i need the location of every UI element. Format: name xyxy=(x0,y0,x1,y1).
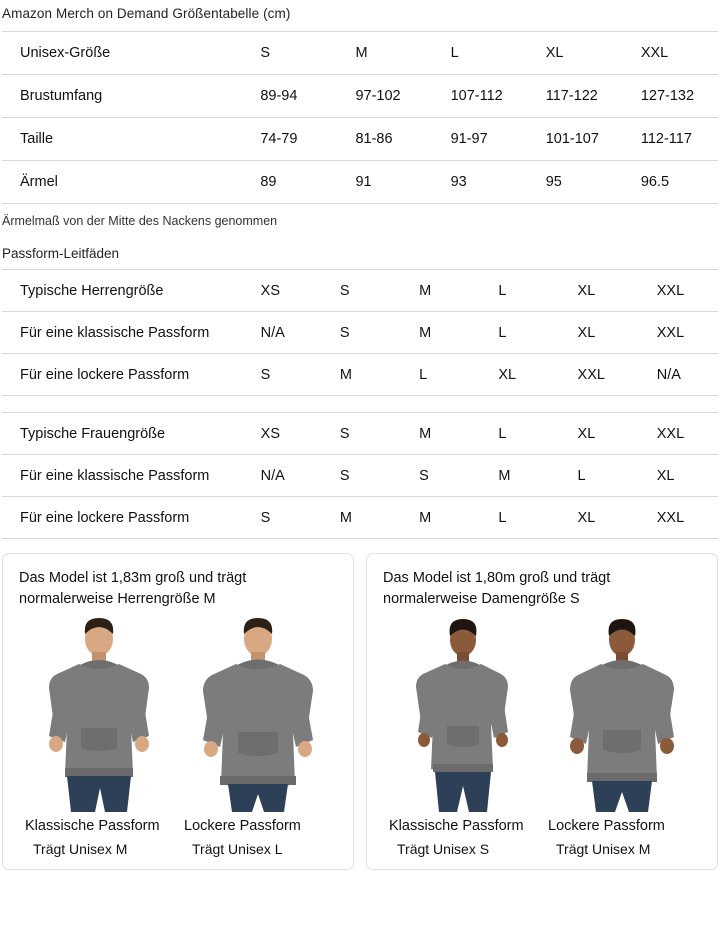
female-relaxed-caption xyxy=(542,812,701,857)
cell: L xyxy=(480,413,559,455)
table-row xyxy=(2,312,718,354)
male-model-description: Das Model ist 1,83m groß und trägt normalerweise Herrengröße M xyxy=(19,570,247,607)
cell: 74-79 xyxy=(242,118,337,161)
row-label: Taille xyxy=(2,118,242,161)
cell: N/A xyxy=(243,312,322,354)
female-model-card xyxy=(366,553,718,870)
row-label: Für eine lockere Passform xyxy=(2,497,243,539)
cell: XXL xyxy=(623,32,718,75)
female-figure-captions xyxy=(383,812,701,857)
cell: L xyxy=(480,497,559,539)
cell: N/A xyxy=(639,354,718,396)
row-label: Typische Frauengröße xyxy=(2,413,243,455)
cell: XL xyxy=(560,413,639,455)
row-label: Ärmel xyxy=(2,161,242,204)
cell: S xyxy=(322,455,401,497)
cell: M xyxy=(401,312,480,354)
caption-title: Lockere Passform xyxy=(184,818,301,834)
table-row xyxy=(2,497,718,539)
cell: M xyxy=(337,32,432,75)
cell: S xyxy=(242,32,337,75)
cell: 95 xyxy=(528,161,623,204)
cell: S xyxy=(243,497,322,539)
male-relaxed-fit-figure xyxy=(182,616,334,812)
cell: 81-86 xyxy=(337,118,432,161)
cell: N/A xyxy=(243,455,322,497)
cell: 91 xyxy=(337,161,432,204)
cell: 101-107 xyxy=(528,118,623,161)
table-row xyxy=(2,75,718,118)
cell: 107-112 xyxy=(433,75,528,118)
size-table xyxy=(2,31,718,204)
female-figures xyxy=(383,616,701,812)
cell: L xyxy=(480,270,559,312)
page-title: Amazon Merch on Demand Größentabelle (cm) xyxy=(2,6,291,21)
row-label: Für eine lockere Passform xyxy=(2,354,243,396)
cell: 97-102 xyxy=(337,75,432,118)
cell: XXL xyxy=(639,312,718,354)
table-row xyxy=(2,413,718,455)
cell: L xyxy=(560,455,639,497)
caption-wears: Trägt Unisex S xyxy=(397,841,490,857)
male-figure-captions xyxy=(19,812,337,857)
cell: M xyxy=(401,413,480,455)
cell: M xyxy=(401,270,480,312)
cell: M xyxy=(480,455,559,497)
row-label: Brustumfang xyxy=(2,75,242,118)
male-figures xyxy=(19,616,337,812)
cell: S xyxy=(322,270,401,312)
male-relaxed-caption xyxy=(178,812,337,857)
male-model-card xyxy=(2,553,354,870)
caption-title: Lockere Passform xyxy=(548,818,665,834)
cell: 112-117 xyxy=(623,118,718,161)
table-row xyxy=(2,354,718,396)
row-label: Für eine klassische Passform xyxy=(2,455,243,497)
cell: S xyxy=(322,413,401,455)
cell: 89 xyxy=(242,161,337,204)
male-classic-caption xyxy=(19,812,178,857)
caption-wears: Trägt Unisex L xyxy=(192,841,283,857)
cell: XL xyxy=(528,32,623,75)
caption-title: Klassische Passform xyxy=(389,818,524,834)
female-model-description: Das Model ist 1,80m groß und trägt normalerweise Damengröße S xyxy=(383,570,611,607)
sleeve-measurement-note: Ärmelmaß von der Mitte des Nackens genommen xyxy=(2,214,278,228)
table-row xyxy=(2,118,718,161)
cell: 127-132 xyxy=(623,75,718,118)
cell: XL xyxy=(560,312,639,354)
cell: S xyxy=(401,455,480,497)
table-row xyxy=(2,455,718,497)
female-relaxed-fit-figure xyxy=(546,616,698,812)
caption-title: Klassische Passform xyxy=(25,818,160,834)
mens-fit-table xyxy=(2,269,718,396)
cell: 96.5 xyxy=(623,161,718,204)
cell: 89-94 xyxy=(242,75,337,118)
cell: XXL xyxy=(639,413,718,455)
cell: M xyxy=(322,497,401,539)
cell: S xyxy=(243,354,322,396)
cell: 117-122 xyxy=(528,75,623,118)
cell: S xyxy=(322,312,401,354)
fit-guides-label: Passform-Leitfäden xyxy=(2,246,120,261)
row-label: Typische Herrengröße xyxy=(2,270,243,312)
female-classic-caption xyxy=(383,812,542,857)
row-label: Unisex-Größe xyxy=(2,32,242,75)
cell: XS xyxy=(243,270,322,312)
row-label: Für eine klassische Passform xyxy=(2,312,243,354)
female-classic-fit-figure xyxy=(387,616,539,812)
cell: XXL xyxy=(560,354,639,396)
cell: L xyxy=(433,32,528,75)
caption-wears: Trägt Unisex M xyxy=(33,841,128,857)
cell: L xyxy=(480,312,559,354)
table-row xyxy=(2,32,718,75)
model-cards xyxy=(2,553,720,870)
table-gap xyxy=(0,396,720,412)
cell: M xyxy=(322,354,401,396)
table-row xyxy=(2,270,718,312)
cell: XL xyxy=(639,455,718,497)
cell: XXL xyxy=(639,270,718,312)
cell: XL xyxy=(560,270,639,312)
cell: 91-97 xyxy=(433,118,528,161)
cell: 93 xyxy=(433,161,528,204)
cell: L xyxy=(401,354,480,396)
male-classic-fit-figure xyxy=(23,616,175,812)
womens-fit-table xyxy=(2,412,718,539)
cell: XXL xyxy=(639,497,718,539)
cell: XL xyxy=(560,497,639,539)
cell: XL xyxy=(480,354,559,396)
cell: XS xyxy=(243,413,322,455)
cell: M xyxy=(401,497,480,539)
caption-wears: Trägt Unisex M xyxy=(556,841,651,857)
table-row xyxy=(2,161,718,204)
